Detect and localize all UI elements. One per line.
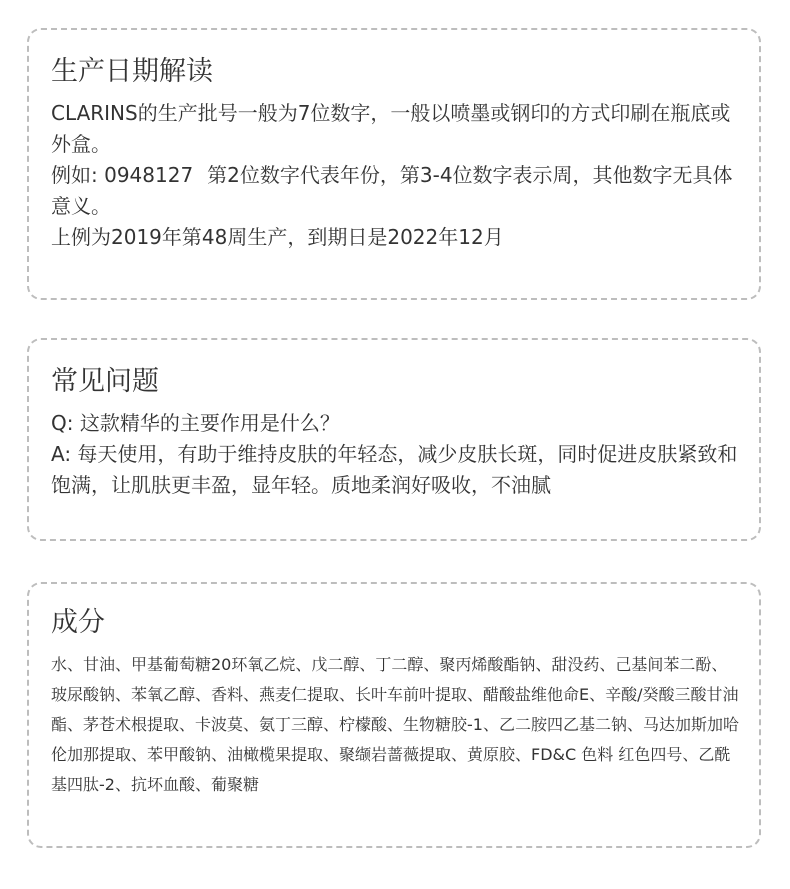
date-code-card <box>27 28 761 300</box>
example-explanation: 第2位数字代表年份，第3-4位数字表示周，其他数字无具体意义。 <box>51 163 733 218</box>
ingredients-body <box>51 650 741 800</box>
example-code: 例如: 0948127 <box>51 163 194 187</box>
faq-body <box>51 408 741 501</box>
date-code-title: 生产日期解读 <box>51 56 213 87</box>
faq-answer: A: 每天使用，有助于维持皮肤的年轻态，减少皮肤长斑，同时促进皮肤紧致和饱满，让肌肤更丰盈，显年轻。质地柔润好吸收，不油腻 <box>51 442 738 497</box>
date-code-body <box>51 98 741 253</box>
ingredients-title: 成分 <box>51 607 105 638</box>
expiry-example: 上例为2019年第48周生产，到期日是2022年12月 <box>51 225 504 249</box>
ingredients-list: 水、甘油、甲基葡萄糖20环氧乙烷、戊二醇、丁二醇、聚丙烯酸酯钠、甜没药、己基间苯二酚、玻尿酸钠、苯氧乙醇、香料、燕麦仁提取、长叶车前叶提取、醋酸盐维他命E、辛酸/癸酸三酸甘油酯、茅苍术根提取、卡波莫、氨丁三醇、柠檬酸、生物糖胶-1、乙二胺四乙基二钠、马达加斯加哈伦加那提取、苯甲酸钠、油橄榄果提取、聚缬岩蔷薇提取、黄原胶、FD&C 色料 红色四号、乙酰基四肽-2、抗坏血酸、葡聚糖 <box>51 655 739 794</box>
batch-number-example <box>51 160 741 222</box>
faq-title: 常见问题 <box>51 366 159 397</box>
faq-card <box>27 338 761 541</box>
ingredients-card <box>27 582 761 848</box>
batch-number-description: CLARINS的生产批号一般为7位数字，一般以喷墨或钢印的方式印刷在瓶底或外盒。 <box>51 101 731 156</box>
faq-question: Q: 这款精华的主要作用是什么？ <box>51 411 340 435</box>
